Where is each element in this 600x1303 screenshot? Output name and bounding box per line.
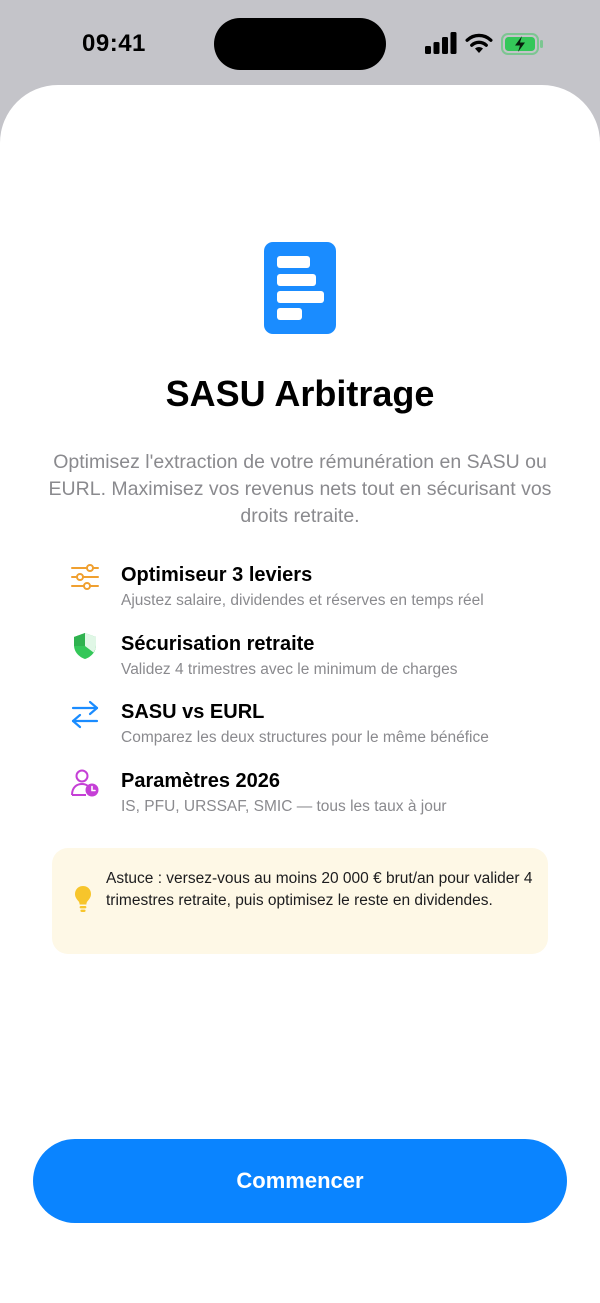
app-title: SASU Arbitrage: [165, 373, 435, 414]
signal-icon: [425, 32, 457, 54]
feature-subtitle: Ajustez salaire, dividendes et réserves en temps réel: [121, 592, 484, 609]
feature-item: [70, 560, 550, 629]
status-bar: [0, 0, 600, 88]
onboarding-sheet: [0, 85, 600, 1303]
shield-icon: [70, 631, 100, 661]
battery-charging-icon: [501, 33, 545, 55]
bars-chart-icon: [264, 242, 336, 334]
feature-subtitle: IS, PFU, URSSAF, SMIC — tous les taux à jour: [121, 797, 447, 815]
status-time: 09:41: [82, 30, 146, 57]
feature-title: SASU vs EURL: [121, 701, 265, 723]
feature-list: [70, 560, 550, 834]
feature-item: [70, 766, 550, 835]
sliders-icon: [70, 562, 100, 592]
lightbulb-icon: [74, 885, 92, 913]
tip-box: [52, 848, 548, 954]
app-description: Optimisez l'extraction de votre rémunération en SASU ou EURL. Maximisez vos revenus nets tout en sécurisant vos droits retraite.: [48, 451, 552, 527]
feature-title: Optimiseur 3 leviers: [121, 564, 313, 586]
feature-title: Paramètres 2026: [121, 769, 281, 792]
arrows-left-right-icon: [70, 699, 100, 729]
dynamic-island: [214, 18, 386, 70]
feature-item: [70, 629, 550, 698]
feature-title: Sécurisation retraite: [121, 632, 315, 655]
feature-subtitle: Validez 4 trimestres avec le minimum de charges: [121, 660, 458, 678]
start-button[interactable]: Commencer: [33, 1139, 567, 1223]
person-clock-icon: [70, 768, 100, 798]
wifi-icon: [465, 32, 493, 54]
feature-subtitle: Comparez les deux structures pour le même bénéfice: [121, 729, 489, 746]
tip-text: Astuce : versez-vous au moins 20 000 € brut/an pour valider 4 trimestres retraite, puis optimisez le reste en dividendes.: [106, 870, 533, 909]
feature-item: [70, 697, 550, 766]
